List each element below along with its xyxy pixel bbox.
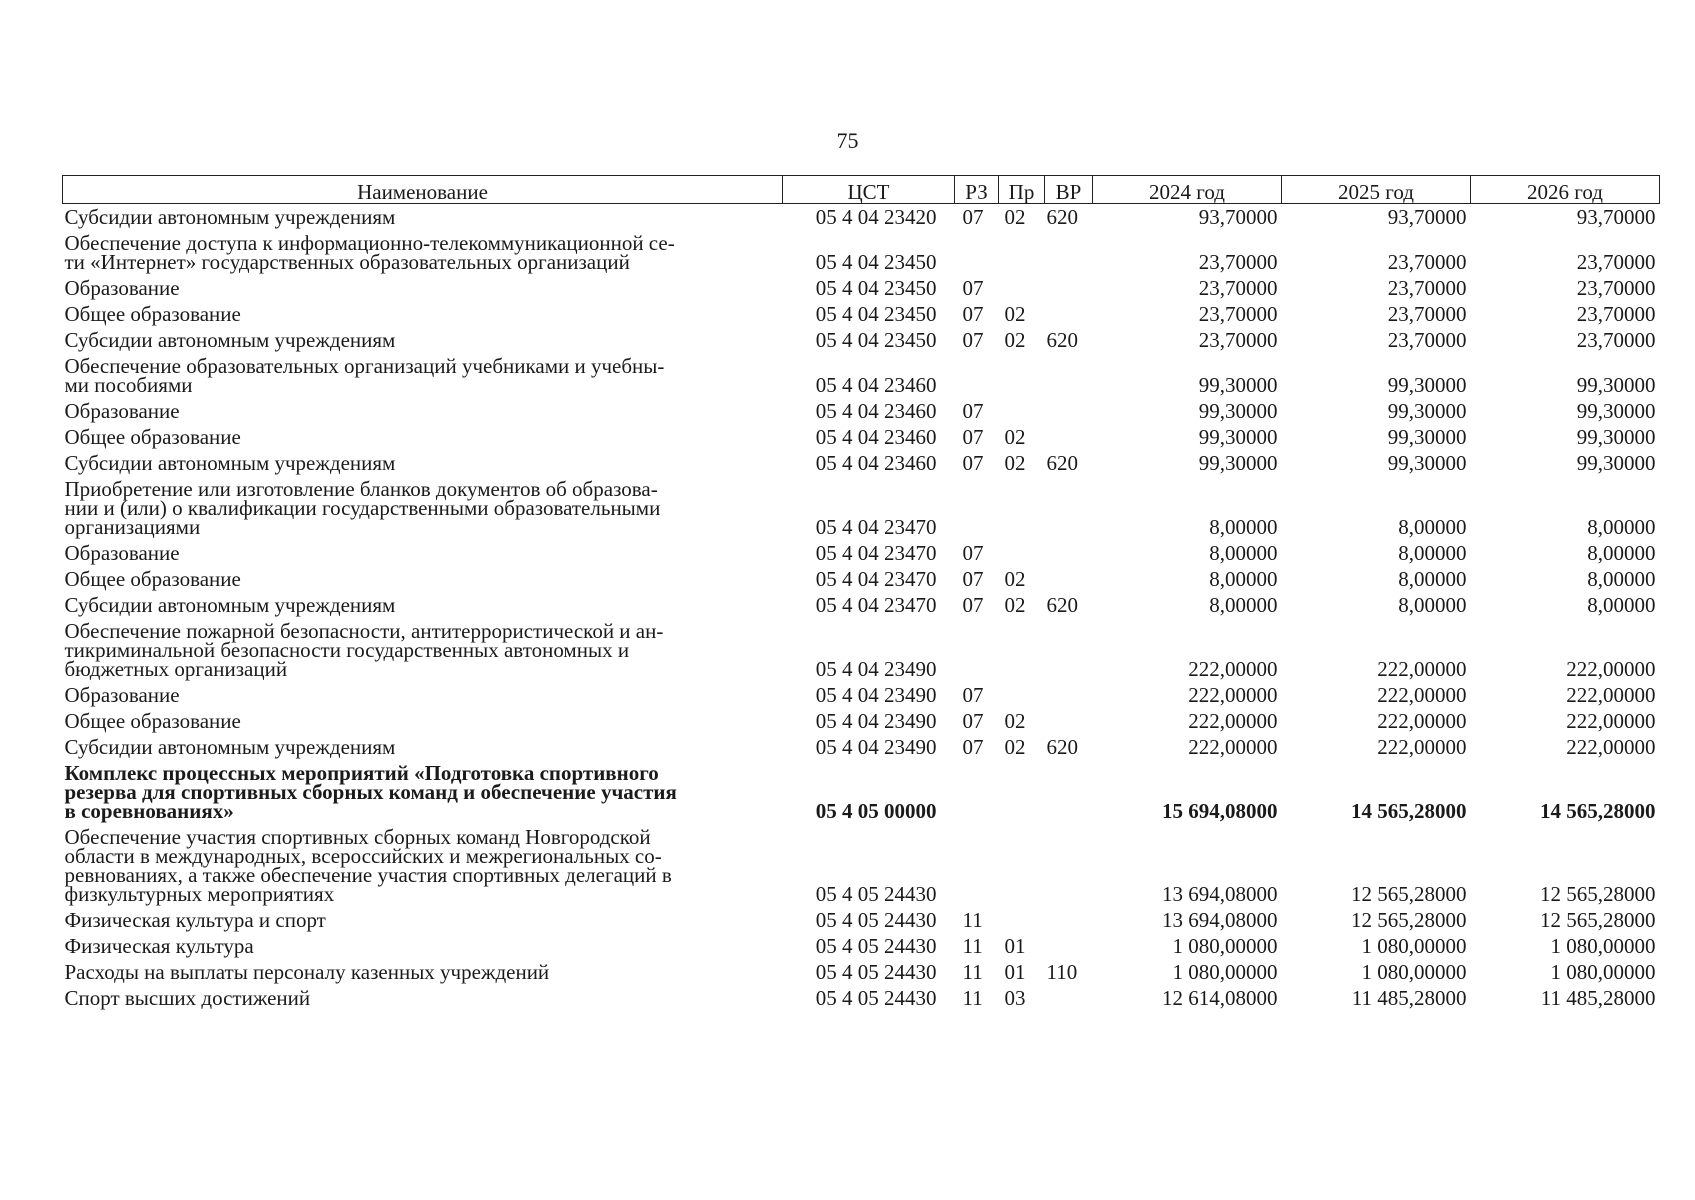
cell-vr: 620 [1046,593,1078,617]
cell-2025: 93,70000 [1387,205,1467,229]
cell-vr [1045,682,1093,708]
cell-2024: 15 694,08000 [1162,799,1278,823]
cell-vr [1045,540,1093,566]
cell-pr [999,760,1045,824]
cell-cst: 05 4 04 23460 [815,373,937,397]
cell-name-line: Образование [64,683,180,707]
cell-vr [1045,476,1093,540]
cell-cst: 05 4 04 23460 [815,451,937,475]
cell-name-line: организациями [64,515,201,539]
cell-cst: 05 4 05 24430 [815,908,937,932]
cell-pr: 01 [1004,960,1026,984]
cell-name-line: Общее образование [64,567,241,591]
cell-name-line: Субсидии автономным учреждениям [64,451,396,475]
cell-vr [1045,398,1093,424]
cell-2026: 99,30000 [1576,451,1656,475]
cell-name-line: Субсидии автономным учреждениям [64,735,396,759]
cell-2024: 8,00000 [1209,593,1278,617]
cell-rz: 07 [962,709,984,733]
table-row [63,450,1660,476]
cell-rz: 11 [962,908,983,932]
cell-2025: 8,00000 [1398,593,1467,617]
cell-vr: 620 [1046,735,1078,759]
cell-2024: 222,00000 [1188,683,1278,707]
cell-name [63,424,783,450]
table-row [63,301,1660,327]
table-row [63,230,1660,275]
cell-2024: 13 694,08000 [1162,908,1278,932]
cell-2025: 23,70000 [1387,250,1467,274]
header-rz: РЗ [955,176,999,204]
cell-rz: 07 [962,567,984,591]
cell-rz: 11 [962,986,983,1010]
cell-name [63,734,783,760]
cell-2025: 12 565,28000 [1351,908,1467,932]
cell-2025: 99,30000 [1387,399,1467,423]
cell-2026: 8,00000 [1587,541,1656,565]
cell-2026: 99,30000 [1576,399,1656,423]
cell-pr [999,398,1045,424]
cell-name [63,204,783,231]
cell-2025: 1 080,00000 [1361,960,1467,984]
cell-name [63,592,783,618]
cell-2026: 8,00000 [1587,515,1656,539]
cell-name [63,566,783,592]
cell-name [63,450,783,476]
cell-cst: 05 4 05 24430 [815,882,937,906]
cell-cst: 05 4 05 24430 [815,986,937,1010]
cell-rz: 07 [962,451,984,475]
table-row [63,824,1660,907]
cell-name-line: Субсидии автономным учреждениям [64,328,396,352]
table-row [63,734,1660,760]
cell-name-line: Образование [64,541,180,565]
cell-2025: 23,70000 [1387,328,1467,352]
cell-2024: 222,00000 [1188,657,1278,681]
cell-pr [999,824,1045,907]
cell-pr [999,618,1045,682]
cell-2024: 8,00000 [1209,567,1278,591]
cell-2025: 1 080,00000 [1361,934,1467,958]
cell-vr: 110 [1046,960,1078,984]
cell-2024: 99,30000 [1198,451,1278,475]
header-vr: ВР [1045,176,1093,204]
cell-2024: 99,30000 [1198,399,1278,423]
cell-name-line: Обеспечение образовательных организаций учебниками и учебны- [64,354,665,378]
budget-table [62,175,1660,1011]
cell-2025: 99,30000 [1387,451,1467,475]
cell-pr [999,353,1045,398]
cell-rz [955,230,999,275]
cell-2024: 1 080,00000 [1172,934,1278,958]
table-row [63,933,1660,959]
cell-name-line: Обеспечение участия спортивных сборных команд Новгородской [64,825,651,849]
cell-name [63,824,783,907]
cell-name [63,618,783,682]
cell-2026: 1 080,00000 [1550,934,1656,958]
cell-2026: 23,70000 [1576,250,1656,274]
cell-2025: 8,00000 [1398,541,1467,565]
cell-name-line: Обеспечение доступа к информационно-телекоммуникационной се- [64,231,675,255]
table-row [63,275,1660,301]
cell-2026: 23,70000 [1576,302,1656,326]
cell-2025: 99,30000 [1387,373,1467,397]
cell-pr: 01 [1004,934,1026,958]
cell-cst: 05 4 04 23470 [815,593,937,617]
cell-name [63,907,783,933]
header-row [63,176,1660,204]
table-row [63,540,1660,566]
cell-2026: 93,70000 [1576,205,1656,229]
cell-name [63,353,783,398]
cell-rz: 07 [962,205,984,229]
cell-rz: 07 [962,541,984,565]
cell-2024: 23,70000 [1198,328,1278,352]
cell-vr: 620 [1046,328,1078,352]
header-2026: 2026 год [1471,176,1660,204]
budget-table-container [62,175,1658,1011]
cell-2026: 14 565,28000 [1540,799,1656,823]
cell-rz: 07 [962,302,984,326]
cell-2024: 23,70000 [1198,276,1278,300]
cell-cst: 05 4 04 23490 [815,683,937,707]
cell-rz [955,760,999,824]
table-row [63,985,1660,1011]
cell-pr: 02 [1004,709,1026,733]
cell-rz: 07 [962,425,984,449]
table-row [63,424,1660,450]
cell-2025: 23,70000 [1387,302,1467,326]
cell-name-line: резерва для спортивных сборных команд и обеспечение участия [64,780,677,804]
table-row [63,682,1660,708]
cell-vr [1045,424,1093,450]
cell-2026: 12 565,28000 [1540,882,1656,906]
cell-name-line: тикриминальной безопасности государственных автономных и [64,638,630,662]
cell-pr [999,540,1045,566]
cell-rz [955,824,999,907]
table-row [63,760,1660,824]
cell-name-line: бюджетных организаций [64,657,288,681]
cell-pr: 02 [1004,593,1026,617]
cell-name-line: нии и (или) о квалификации государственными образовательными [64,496,661,520]
cell-cst: 05 4 04 23420 [815,205,937,229]
cell-pr: 02 [1004,735,1026,759]
table-row [63,353,1660,398]
cell-2025: 99,30000 [1387,425,1467,449]
cell-name-line: Общее образование [64,425,241,449]
cell-2026: 99,30000 [1576,425,1656,449]
cell-name-line: Спорт высших достижений [64,986,311,1010]
cell-2026: 8,00000 [1587,593,1656,617]
cell-name-line: Образование [64,399,180,423]
cell-2024: 222,00000 [1188,735,1278,759]
cell-pr [999,907,1045,933]
cell-name [63,230,783,275]
table-row [63,592,1660,618]
cell-cst: 05 4 04 23490 [815,735,937,759]
cell-rz: 07 [962,683,984,707]
cell-cst: 05 4 05 24430 [815,960,937,984]
cell-2025: 222,00000 [1377,709,1467,733]
cell-2026: 11 485,28000 [1540,986,1656,1010]
cell-name-line: Образование [64,276,180,300]
header-pr: Пр [999,176,1045,204]
cell-pr [999,476,1045,540]
cell-2024: 8,00000 [1209,541,1278,565]
cell-name-line: Физическая культура [64,934,254,958]
cell-name-line: Субсидии автономным учреждениям [64,593,396,617]
cell-name [63,708,783,734]
cell-rz: 07 [962,399,984,423]
table-row [63,566,1660,592]
cell-name-line: Расходы на выплаты персоналу казенных учреждений [64,960,550,984]
cell-pr [999,230,1045,275]
table-row [63,959,1660,985]
table-row [63,708,1660,734]
cell-2024: 23,70000 [1198,250,1278,274]
table-row [63,327,1660,353]
cell-name-line: Приобретение или изготовление бланков документов об образова- [64,477,658,501]
cell-name [63,398,783,424]
cell-vr [1045,230,1093,275]
cell-name-line: Комплекс процессных мероприятий «Подготовка спортивного [64,761,659,785]
cell-name-line: Обеспечение пожарной безопасности, антитеррористической и ан- [64,619,664,643]
cell-name [63,959,783,985]
cell-2026: 23,70000 [1576,328,1656,352]
cell-name-line: Общее образование [64,302,241,326]
cell-2024: 93,70000 [1198,205,1278,229]
cell-2025: 222,00000 [1377,683,1467,707]
cell-2024: 99,30000 [1198,373,1278,397]
cell-name [63,540,783,566]
cell-cst: 05 4 04 23470 [815,567,937,591]
cell-2026: 23,70000 [1576,276,1656,300]
cell-2026: 222,00000 [1566,709,1656,733]
table-body [63,204,1660,1012]
header-2025: 2025 год [1282,176,1471,204]
header-cst: ЦСТ [783,176,955,204]
table-header [63,176,1660,204]
cell-pr: 02 [1004,328,1026,352]
cell-vr [1045,760,1093,824]
cell-2026: 12 565,28000 [1540,908,1656,932]
cell-vr [1045,933,1093,959]
cell-pr: 02 [1004,567,1026,591]
cell-pr: 03 [1004,986,1026,1010]
cell-cst: 05 4 04 23460 [815,425,937,449]
cell-name-line: ми пособиями [64,373,193,397]
cell-2025: 8,00000 [1398,567,1467,591]
cell-cst: 05 4 04 23490 [815,709,937,733]
cell-pr: 02 [1004,302,1026,326]
cell-cst: 05 4 05 00000 [815,799,937,823]
cell-name [63,682,783,708]
table-row [63,618,1660,682]
cell-cst: 05 4 04 23450 [815,250,937,274]
cell-2025: 222,00000 [1377,657,1467,681]
cell-2026: 99,30000 [1576,373,1656,397]
cell-cst: 05 4 04 23450 [815,276,937,300]
page-number: 75 [836,128,859,153]
cell-2026: 1 080,00000 [1550,960,1656,984]
cell-name [63,327,783,353]
header-2024: 2024 год [1093,176,1282,204]
cell-cst: 05 4 04 23470 [815,541,937,565]
cell-2026: 222,00000 [1566,657,1656,681]
table-row [63,476,1660,540]
cell-2024: 222,00000 [1188,709,1278,733]
cell-pr [999,682,1045,708]
cell-rz [955,618,999,682]
cell-name [63,760,783,824]
cell-vr [1045,275,1093,301]
cell-pr [999,275,1045,301]
cell-vr [1045,566,1093,592]
cell-rz: 07 [962,276,984,300]
cell-2025: 222,00000 [1377,735,1467,759]
cell-2024: 12 614,08000 [1162,986,1278,1010]
cell-cst: 05 4 04 23470 [815,515,937,539]
cell-rz: 07 [962,328,984,352]
cell-vr [1045,708,1093,734]
cell-cst: 05 4 04 23450 [815,328,937,352]
cell-vr: 620 [1046,451,1078,475]
cell-name-line: области в международных, всероссийских и межрегиональных со- [64,844,662,868]
cell-pr: 02 [1004,451,1026,475]
cell-2026: 222,00000 [1566,735,1656,759]
cell-2024: 23,70000 [1198,302,1278,326]
cell-2024: 8,00000 [1209,515,1278,539]
cell-name-line: ревнованиях, а также обеспечение участия спортивных делегаций в [64,863,672,887]
cell-2025: 14 565,28000 [1351,799,1467,823]
cell-pr: 02 [1004,205,1026,229]
cell-2026: 222,00000 [1566,683,1656,707]
table-row [63,204,1660,231]
cell-vr [1045,985,1093,1011]
cell-cst: 05 4 04 23450 [815,302,937,326]
cell-2026: 8,00000 [1587,567,1656,591]
cell-name-line: Общее образование [64,709,241,733]
cell-vr [1045,618,1093,682]
cell-vr [1045,301,1093,327]
cell-name [63,275,783,301]
cell-2024: 13 694,08000 [1162,882,1278,906]
cell-name [63,933,783,959]
cell-cst: 05 4 05 24430 [815,934,937,958]
cell-rz: 07 [962,593,984,617]
cell-cst: 05 4 04 23460 [815,399,937,423]
cell-2024: 99,30000 [1198,425,1278,449]
header-name: Наименование [63,176,783,204]
cell-rz [955,353,999,398]
cell-name [63,985,783,1011]
cell-name [63,301,783,327]
cell-rz: 07 [962,735,984,759]
cell-vr: 620 [1046,205,1078,229]
cell-2025: 8,00000 [1398,515,1467,539]
cell-rz: 11 [962,934,983,958]
cell-rz: 11 [962,960,983,984]
cell-2024: 1 080,00000 [1172,960,1278,984]
cell-name [63,476,783,540]
cell-name-line: в соревнованиях» [64,799,234,823]
cell-2025: 12 565,28000 [1351,882,1467,906]
cell-name-line: физкультурных мероприятиях [64,882,335,906]
table-row [63,398,1660,424]
cell-vr [1045,907,1093,933]
cell-name-line: Физическая культура и спорт [64,908,326,932]
table-row [63,907,1660,933]
cell-2025: 11 485,28000 [1351,986,1467,1010]
cell-name-line: ти «Интернет» государственных образовательных организаций [64,250,630,274]
cell-vr [1045,353,1093,398]
cell-vr [1045,824,1093,907]
cell-2025: 23,70000 [1387,276,1467,300]
cell-pr: 02 [1004,425,1026,449]
cell-rz [955,476,999,540]
cell-name-line: Субсидии автономным учреждениям [64,205,396,229]
cell-cst: 05 4 04 23490 [815,657,937,681]
